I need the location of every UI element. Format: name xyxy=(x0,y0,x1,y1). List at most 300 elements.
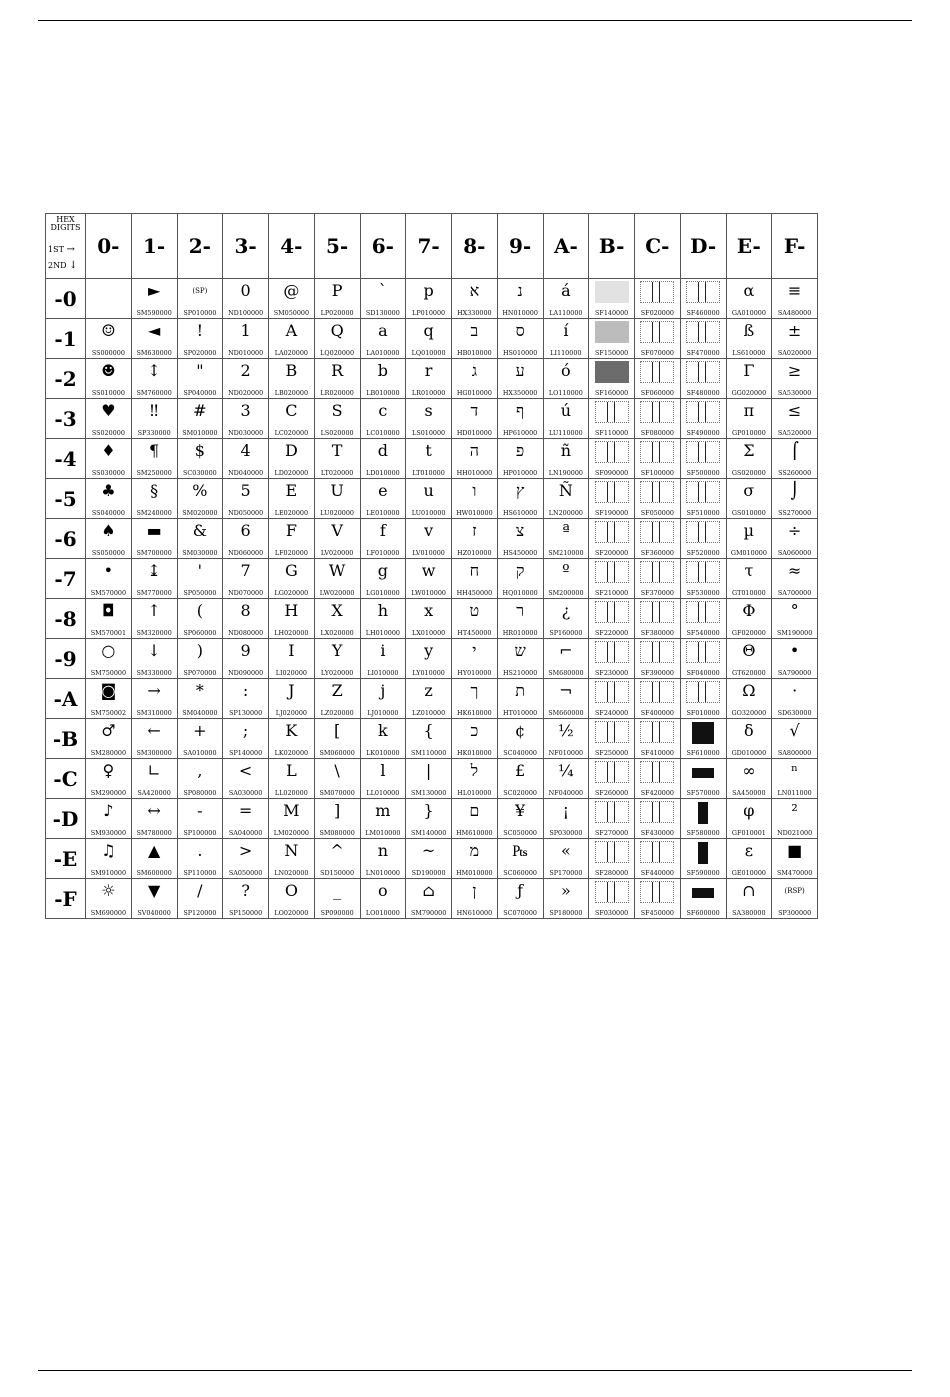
character-glyph: 2 xyxy=(240,361,251,380)
column-header: A- xyxy=(543,214,589,279)
character-glyph: ÷ xyxy=(787,521,802,540)
character-glyph: ¢ xyxy=(515,721,526,740)
box-drawing-glyph xyxy=(595,721,629,743)
glyph-id: SF140000 xyxy=(595,309,629,317)
character-cell xyxy=(131,839,177,879)
glyph-id: SF440000 xyxy=(640,869,674,877)
glyph-id: SC040000 xyxy=(503,749,537,757)
character-cell xyxy=(131,359,177,399)
glyph-id: SM190000 xyxy=(776,629,813,637)
block-element-glyph xyxy=(692,722,714,744)
glyph-id: SF510000 xyxy=(686,509,720,517)
row-header: -B xyxy=(46,719,86,759)
character-cell xyxy=(726,319,772,359)
character-cell xyxy=(131,479,177,519)
shade-glyph xyxy=(595,281,629,303)
glyph-id: SM250000 xyxy=(136,469,172,477)
glyph-id: SA060000 xyxy=(777,549,812,557)
glyph-id: SM140000 xyxy=(410,829,447,837)
box-drawing-glyph xyxy=(686,481,720,503)
character-glyph: ⌐ xyxy=(559,641,573,660)
glyph-id: SP100000 xyxy=(183,829,217,837)
character-cell xyxy=(635,479,681,519)
glyph-id: ND030000 xyxy=(228,429,264,437)
character-glyph: S xyxy=(331,401,343,420)
character-cell xyxy=(589,599,635,639)
glyph-id: SM780000 xyxy=(136,829,172,837)
character-glyph: L xyxy=(286,761,297,780)
glyph-id: LK020000 xyxy=(274,749,309,757)
character-cell xyxy=(86,279,132,319)
character-cell xyxy=(269,799,315,839)
character-glyph: ← xyxy=(147,721,161,740)
character-glyph xyxy=(86,279,131,303)
glyph-id: SM630000 xyxy=(136,349,172,357)
character-glyph: t xyxy=(425,441,432,460)
character-cell xyxy=(543,479,589,519)
glyph-id: LS010000 xyxy=(412,429,446,437)
character-glyph: ♂ xyxy=(101,721,116,740)
glyph-id: SM330000 xyxy=(136,669,172,677)
character-glyph: v xyxy=(424,521,434,540)
character-glyph: נ xyxy=(517,281,523,300)
character-cell xyxy=(360,759,406,799)
character-glyph: D xyxy=(284,441,298,460)
character-cell xyxy=(452,839,498,879)
character-cell xyxy=(772,399,818,439)
character-cell xyxy=(589,399,635,439)
block-element-glyph xyxy=(692,768,714,778)
character-glyph: ק xyxy=(515,561,525,580)
glyph-id: HR010000 xyxy=(502,629,538,637)
glyph-id: HN010000 xyxy=(502,309,538,317)
code-page-body xyxy=(46,279,818,919)
character-glyph: ‼ xyxy=(149,401,159,420)
column-header: 6- xyxy=(360,214,406,279)
character-glyph: ! xyxy=(196,321,204,340)
character-cell xyxy=(497,319,543,359)
glyph-id: LS610000 xyxy=(732,349,766,357)
character-cell xyxy=(406,439,452,479)
character-glyph: ח xyxy=(469,561,480,580)
character-glyph: ß xyxy=(743,321,755,340)
glyph-id: SF380000 xyxy=(640,629,674,637)
character-cell xyxy=(269,479,315,519)
character-glyph: ] xyxy=(334,801,341,820)
character-cell xyxy=(772,439,818,479)
glyph-id: SM470000 xyxy=(776,869,813,877)
character-cell xyxy=(452,679,498,719)
character-cell xyxy=(497,519,543,559)
character-glyph: s xyxy=(424,401,433,420)
character-glyph: צ xyxy=(515,521,525,540)
glyph-id: SM110000 xyxy=(410,749,447,757)
character-cell xyxy=(680,679,726,719)
character-glyph: o xyxy=(378,881,388,900)
character-cell xyxy=(726,599,772,639)
glyph-id: LA020000 xyxy=(274,349,308,357)
glyph-id: LZ020000 xyxy=(320,709,354,717)
character-cell xyxy=(497,359,543,399)
character-glyph: ` xyxy=(378,281,387,300)
character-glyph: ñ xyxy=(560,441,572,460)
glyph-id: HB010000 xyxy=(457,349,492,357)
character-glyph: ל xyxy=(470,761,479,780)
character-glyph: ש xyxy=(514,641,526,660)
glyph-id: SM760000 xyxy=(136,389,172,397)
column-header: 2- xyxy=(177,214,223,279)
character-cell xyxy=(314,639,360,679)
glyph-id: SF500000 xyxy=(686,469,720,477)
character-cell xyxy=(680,439,726,479)
character-cell xyxy=(680,319,726,359)
character-cell xyxy=(726,879,772,919)
character-cell xyxy=(680,799,726,839)
character-glyph: _ xyxy=(333,881,342,900)
character-cell xyxy=(543,359,589,399)
glyph-id: SM070000 xyxy=(319,789,355,797)
character-glyph: O xyxy=(284,881,298,900)
character-cell xyxy=(635,639,681,679)
character-cell xyxy=(406,599,452,639)
character-glyph: ∞ xyxy=(742,761,756,780)
character-glyph: ר xyxy=(516,601,525,620)
glyph-id: SA030000 xyxy=(228,789,263,797)
footer-rule xyxy=(38,1370,912,1371)
character-cell xyxy=(497,679,543,719)
character-glyph: P xyxy=(331,281,343,300)
glyph-id: SF230000 xyxy=(595,669,629,677)
character-glyph: n xyxy=(377,841,389,860)
character-cell xyxy=(589,879,635,919)
character-glyph: Z xyxy=(331,681,343,700)
character-glyph: ¡ xyxy=(562,801,570,820)
glyph-id: ND020000 xyxy=(228,389,264,397)
character-cell xyxy=(452,319,498,359)
character-cell xyxy=(406,719,452,759)
character-cell xyxy=(452,479,498,519)
glyph-id: HK610000 xyxy=(457,709,492,717)
character-cell xyxy=(86,879,132,919)
glyph-id: ND090000 xyxy=(228,669,264,677)
glyph-id: SF390000 xyxy=(640,669,674,677)
glyph-id: SF260000 xyxy=(595,789,629,797)
row-header: -C xyxy=(46,759,86,799)
character-glyph: Θ xyxy=(742,641,756,660)
character-glyph: $ xyxy=(194,441,205,460)
glyph-id: SF450000 xyxy=(640,909,674,917)
glyph-id: SD150000 xyxy=(320,869,355,877)
row-header: -E xyxy=(46,839,86,879)
character-glyph: , xyxy=(197,761,203,780)
glyph-id: SF430000 xyxy=(640,829,674,837)
character-glyph: ת xyxy=(515,681,525,700)
glyph-id: HY010000 xyxy=(457,669,492,677)
character-cell xyxy=(314,879,360,919)
column-header: F- xyxy=(772,214,818,279)
character-cell xyxy=(314,839,360,879)
character-cell xyxy=(86,839,132,879)
character-cell xyxy=(589,319,635,359)
character-cell xyxy=(177,399,223,439)
glyph-id: GT620000 xyxy=(731,669,766,677)
character-glyph: = xyxy=(238,801,253,820)
glyph-id: SF070000 xyxy=(640,349,674,357)
character-glyph: → xyxy=(147,681,161,700)
character-cell xyxy=(680,719,726,759)
glyph-id: SF100000 xyxy=(640,469,674,477)
character-glyph: + xyxy=(193,721,207,740)
glyph-id: SM750002 xyxy=(90,709,127,717)
character-cell xyxy=(177,319,223,359)
glyph-id: SM290000 xyxy=(90,789,127,797)
character-cell xyxy=(772,319,818,359)
glyph-id: LW020000 xyxy=(319,589,355,597)
glyph-id: HK010000 xyxy=(457,749,492,757)
character-cell xyxy=(772,719,818,759)
glyph-id: LV020000 xyxy=(320,549,354,557)
glyph-id: SS050000 xyxy=(91,549,125,557)
character-glyph: á xyxy=(561,281,571,300)
character-cell xyxy=(772,279,818,319)
character-glyph: & xyxy=(192,521,207,540)
box-drawing-glyph xyxy=(640,881,674,903)
character-cell xyxy=(680,479,726,519)
character-glyph: µ xyxy=(743,521,755,540)
character-cell xyxy=(543,759,589,799)
table-row xyxy=(46,279,818,319)
character-cell xyxy=(772,679,818,719)
glyph-id: LS020000 xyxy=(320,429,354,437)
character-glyph: 3 xyxy=(240,401,251,420)
glyph-id: HS210000 xyxy=(502,669,538,677)
character-cell xyxy=(543,519,589,559)
character-glyph: כ xyxy=(470,721,479,740)
column-header: 1- xyxy=(131,214,177,279)
character-cell xyxy=(269,399,315,439)
character-cell xyxy=(635,799,681,839)
character-cell xyxy=(86,799,132,839)
character-glyph: x xyxy=(424,601,434,620)
character-cell xyxy=(726,279,772,319)
character-cell xyxy=(726,799,772,839)
glyph-id: HS450000 xyxy=(502,549,538,557)
glyph-id: SM570001 xyxy=(90,629,127,637)
character-glyph: ▬ xyxy=(146,521,162,540)
character-glyph: ó xyxy=(561,361,571,380)
table-row xyxy=(46,319,818,359)
character-cell xyxy=(86,639,132,679)
character-cell xyxy=(726,519,772,559)
glyph-id: SP170000 xyxy=(549,869,583,877)
character-glyph: ○ xyxy=(101,641,116,660)
box-drawing-glyph xyxy=(640,801,674,823)
character-glyph: U xyxy=(330,481,344,500)
character-cell xyxy=(452,639,498,679)
box-drawing-glyph xyxy=(595,761,629,783)
box-drawing-glyph xyxy=(640,601,674,623)
character-cell xyxy=(86,479,132,519)
table-row xyxy=(46,359,818,399)
character-glyph: ≈ xyxy=(787,561,802,580)
glyph-id: SF200000 xyxy=(595,549,629,557)
glyph-id: SP020000 xyxy=(183,349,217,357)
character-glyph: ° xyxy=(790,601,799,620)
row-header: -9 xyxy=(46,639,86,679)
glyph-id: SM930000 xyxy=(90,829,127,837)
character-cell xyxy=(131,279,177,319)
character-glyph: ג xyxy=(471,361,478,380)
character-glyph: ↑ xyxy=(147,601,161,620)
character-glyph: < xyxy=(238,761,253,780)
character-cell xyxy=(314,519,360,559)
glyph-id: LO110000 xyxy=(548,389,583,397)
character-cell xyxy=(497,279,543,319)
character-glyph: ♫ xyxy=(101,841,116,860)
box-drawing-glyph xyxy=(686,321,720,343)
glyph-id: LX010000 xyxy=(412,629,446,637)
glyph-id: SM010000 xyxy=(182,429,218,437)
character-glyph: A xyxy=(285,321,298,340)
glyph-id: LN020000 xyxy=(274,869,309,877)
character-cell xyxy=(131,799,177,839)
character-cell xyxy=(177,559,223,599)
glyph-id: SP330000 xyxy=(137,429,171,437)
character-cell xyxy=(177,759,223,799)
character-cell xyxy=(177,599,223,639)
box-drawing-glyph xyxy=(686,521,720,543)
character-glyph: b xyxy=(377,361,388,380)
table-row xyxy=(46,519,818,559)
glyph-id: SA480000 xyxy=(777,309,812,317)
column-header: 9- xyxy=(497,214,543,279)
character-cell xyxy=(589,519,635,559)
character-glyph: í xyxy=(563,321,569,340)
glyph-id: SS040000 xyxy=(91,509,125,517)
glyph-id: SA020000 xyxy=(777,349,812,357)
character-cell xyxy=(452,399,498,439)
character-glyph: # xyxy=(193,401,207,420)
character-glyph: ▼ xyxy=(147,881,161,900)
character-glyph: ? xyxy=(241,881,250,900)
character-glyph: √ xyxy=(789,721,800,740)
character-cell xyxy=(406,519,452,559)
character-cell xyxy=(314,759,360,799)
character-cell xyxy=(406,479,452,519)
column-header: E- xyxy=(726,214,772,279)
character-glyph: ך xyxy=(470,681,479,700)
glyph-id: HT010000 xyxy=(503,709,538,717)
glyph-id: LI010000 xyxy=(367,669,399,677)
character-glyph: V xyxy=(331,521,343,540)
glyph-id: SF570000 xyxy=(686,789,720,797)
box-drawing-glyph xyxy=(640,521,674,543)
character-glyph: ד xyxy=(470,401,479,420)
glyph-id: SS260000 xyxy=(778,469,812,477)
box-drawing-glyph xyxy=(640,441,674,463)
character-cell xyxy=(86,359,132,399)
character-glyph: h xyxy=(377,601,389,620)
glyph-id: LO010000 xyxy=(365,909,400,917)
character-cell xyxy=(406,759,452,799)
glyph-id: GD010000 xyxy=(731,749,767,757)
character-cell xyxy=(177,799,223,839)
character-cell xyxy=(223,479,269,519)
glyph-id: LW010000 xyxy=(411,589,446,597)
character-cell xyxy=(406,319,452,359)
character-cell xyxy=(131,759,177,799)
character-cell xyxy=(177,879,223,919)
hex-digits-corner xyxy=(46,214,86,279)
character-cell xyxy=(543,879,589,919)
character-cell xyxy=(223,359,269,399)
column-header: 4- xyxy=(269,214,315,279)
glyph-id: HT450000 xyxy=(457,629,492,637)
glyph-id: SM210000 xyxy=(548,549,584,557)
character-cell xyxy=(86,319,132,359)
column-header: B- xyxy=(589,214,635,279)
character-glyph: @ xyxy=(283,281,300,300)
character-cell xyxy=(772,839,818,879)
character-cell xyxy=(635,599,681,639)
character-cell xyxy=(635,839,681,879)
character-cell xyxy=(452,279,498,319)
character-glyph: σ xyxy=(743,481,755,500)
first-digit-label: 1ST xyxy=(48,244,64,254)
character-glyph: ♣ xyxy=(101,481,116,500)
glyph-id: SP040000 xyxy=(183,389,217,397)
character-glyph: i xyxy=(380,641,386,660)
character-cell xyxy=(635,279,681,319)
character-cell xyxy=(543,559,589,599)
character-cell xyxy=(177,719,223,759)
character-glyph: ~ xyxy=(421,841,436,860)
character-glyph: ¥ xyxy=(515,801,526,820)
character-glyph: F xyxy=(285,521,297,540)
character-cell xyxy=(360,879,406,919)
character-glyph: ץ xyxy=(515,481,525,500)
character-cell xyxy=(452,559,498,599)
table-row xyxy=(46,719,818,759)
character-glyph: 6 xyxy=(240,521,251,540)
glyph-id: SF490000 xyxy=(686,429,720,437)
glyph-id: ND050000 xyxy=(228,509,264,517)
glyph-id: SP180000 xyxy=(549,909,583,917)
character-glyph: φ xyxy=(743,801,755,820)
character-glyph: ס xyxy=(515,321,525,340)
character-glyph: R xyxy=(331,361,344,380)
glyph-id: SP010000 xyxy=(183,309,217,317)
glyph-id: SA800000 xyxy=(777,749,812,757)
glyph-id: SM080000 xyxy=(319,829,355,837)
character-cell xyxy=(406,279,452,319)
character-cell xyxy=(406,639,452,679)
glyph-id: SF520000 xyxy=(686,549,720,557)
glyph-id: SS000000 xyxy=(91,349,125,357)
character-glyph: J xyxy=(288,681,295,700)
box-drawing-glyph xyxy=(640,841,674,863)
glyph-id: SD190000 xyxy=(411,869,446,877)
glyph-id: SF190000 xyxy=(595,509,629,517)
character-glyph: מ xyxy=(469,841,480,860)
box-drawing-glyph xyxy=(640,761,674,783)
character-cell xyxy=(223,599,269,639)
character-glyph: ¼ xyxy=(558,761,574,780)
character-cell xyxy=(772,519,818,559)
box-drawing-glyph xyxy=(595,641,629,663)
box-drawing-glyph xyxy=(640,321,674,343)
character-cell xyxy=(131,559,177,599)
